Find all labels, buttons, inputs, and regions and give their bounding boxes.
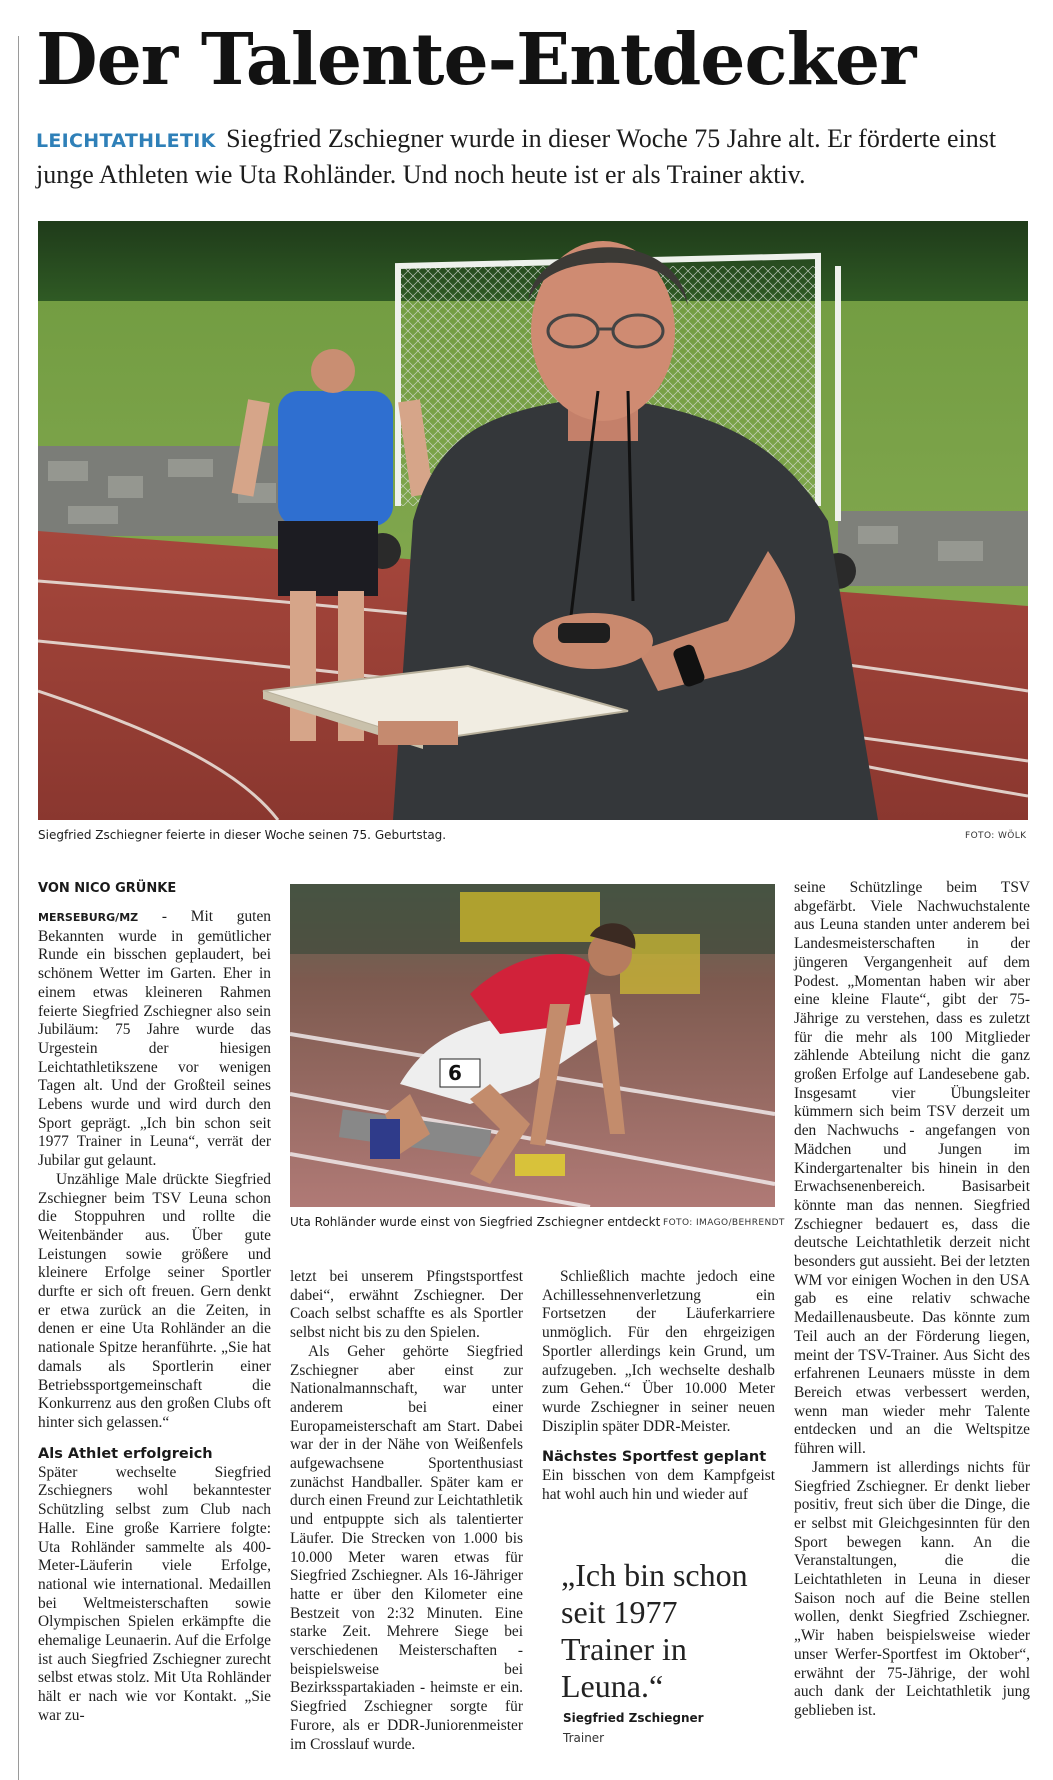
subhead-athlete: Als Athlet erfolgreich	[38, 1445, 213, 1462]
main-photo	[38, 221, 1028, 820]
column-3	[542, 1268, 775, 1505]
subhead-sportfest: Nächstes Sportfest geplant	[542, 1449, 767, 1466]
main-photo-credit: FOTO: WÖLK	[965, 831, 1027, 841]
col2-paragraph-1: letzt bei unserem Pfingstsportfest dabei“, erwähnt Zschiegner. Der Coach selbst schaffte es als Sportler selbst nicht bis zu den Spielen.	[290, 1268, 523, 1342]
left-column-rule	[18, 36, 19, 1780]
col1-paragraph-3: Später wechselte Siegfried Zschiegners wohl bekanntester Schützling selbst zum Club nach Halle. Eine große Karriere folgte: Uta Rohländer sammelte als 400-Meter-Läuferin viele Erfolge, national wie international. Medaillen bei Weltmeisterschaften sowie Olympischen Spielen erkämpfte die ehemalige Leunaerin. Auf die Erfolge ist auch Siegfried Zschiegner zurecht selbst etwas stolz. Mit Uta Rohländer hält er nach wie vor Kontakt. „Sie war zu-	[38, 1463, 271, 1724]
second-photo-caption: Uta Rohländer wurde einst von Siegfried Zschiegner entdeckt	[290, 1215, 661, 1229]
column-1	[38, 908, 271, 1726]
second-photo	[290, 884, 775, 1207]
lead-text: Siegfried Zschiegner wurde in dieser Woche 75 Jahre alt. Er förderte einst junge Athleten wie Uta Rohländer. Und noch heute ist er als Trainer aktiv.	[36, 124, 997, 189]
section-kicker: LEICHTATHLETIK	[36, 130, 216, 152]
pull-quote: „Ich bin schon seit 1977 Trainer in Leuna.“	[561, 1557, 748, 1704]
pull-quote-role: Trainer	[563, 1731, 605, 1745]
col1-paragraph-2: Unzählige Male drückte Siegfried Zschiegner beim TSV Leuna schon die Stoppuhren und rollte die Weitenbänder aus. Über gute Leistungen sowie größere und kleinere Erfolge seiner Sportler durfte er sich oft freuen. Gern denkt er etwa zurück an die Zeiten, in denen er eine Uta Rohländer an die nationale Spitze heranführte. „Sie hat damals als Sportlerin einer Betriebssportgemeinschaft die Konkurrenz aus den großen Clubs oft hinter sich gelassen.“	[38, 1170, 271, 1431]
headline: Der Talente-Entdecker	[36, 17, 916, 101]
col2-paragraph-2: Als Geher gehörte Siegfried Zschiegner aber einst zur Nationalmannschaft, war unter anderem bei einer Europameisterschaft am Start. Dabei war der in der Nähe von Weißenfels aufgewachsene Sportenthusiast zunächst Handballer. Später kam er durch einen Freund zur Leichtathletik und entpuppte sich als talentierter Läufer. Die Strecken von 1.000 bis 10.000 Meter waren etwas für Siegfried Zschiegner. Als 16-Jähriger hatte er über den Kilometer eine Bestzeit von 2:32 Minuten. Eine starke Zeit. Mehrere Siege bei verschiedenen Meisterschaften - beispielsweise bei Bezirksspartakiaden - heimste er ein. Siegfried Zschiegner sorgte für Furore, als er DDR-Juniorenmeister im Crosslauf wurde.	[290, 1342, 523, 1753]
col4-paragraph-1: seine Schützlinge beim TSV abgefärbt. Viele Nachwuchstalente aus Leuna standen unter anderem bei Landesmeisterschaften in der jüngeren Vergangenheit auf dem Podest. „Momentan haben wir aber eine kleine Flaute“, gibt der 75-Jährige zu verstehen, dass es zuletzt für die mehr als 100 Mitglieder zählende Abteilung nicht die ganz großen Erfolge auf Landesebene gab. Insgesamt vier Übungsleiter kümmern sich beim TSV derzeit um den Nachwuchs - angefangen von Mädchen und Jungen im Kindergartenalter bis hinein in den Erwachsenenbereich. Basisarbeit könnte man das nennen. Siegfried Zschiegner bedauert es, dass die deutsche Leichtathletik derzeit nicht besonders gut aussieht. Bei der letzten WM vor einigen Wochen in den USA gab es eine relativ schwache Medaillenausbeute. Das könnte zum Teil auch an der Förderung liegen, meint der TSV-Trainer. Aus Sicht des erfahrenen Leunaers müsste in dem Bereich etwas verbessert werden, wenn man wieder mehr Talente entdecken und an die Weltspitze führen will.	[794, 879, 1030, 1458]
byline: VON NICO GRÜNKE	[38, 881, 177, 896]
col3-paragraph-2: Ein bisschen von dem Kampfgeist hat wohl auch hin und wieder auf	[542, 1467, 775, 1504]
col1-paragraph-1: - Mit guten Bekannten wurde in gemütlicher Runde ein bisschen geplaudert, bei schönem Wetter im Garten. Eher in einem etwas kleineren Rahmen feierte Siegfried Zschiegner also sein Jubiläum: 75 Jahre wurde das Urgestein der hiesigen Leichtathletikszene vor wenigen Tagen alt. Und der Großteil seines Lebens wurde und wird durch den Sport geprägt. „Ich bin schon seit 1977 Trainer in Leuna“, verrät der Jubilar gut gelaunt.	[38, 908, 271, 1170]
dateline: MERSEBURG/MZ	[38, 911, 139, 924]
pull-quote-name: Siegfried Zschiegner	[563, 1711, 704, 1725]
column-4	[794, 879, 1030, 1721]
column-2	[290, 1268, 523, 1754]
col4-paragraph-2: Jammern ist allerdings nichts für Siegfried Zschiegner. Er denkt lieber positiv, freut sich über die Dinge, die er selbst mit Gleichgesinnten für den Sport bewegen kann. An die Veranstaltungen, die die Leichtathleten in Leuna in dieser Saison noch auf die Beine stellen wollen, denkt Siegfried Zschiegner. „Wir haben beispielsweise wieder unser Werfer-Sportfest im Oktober“, erwähnt der 75-Jährige, der wohl auch dank der Leichtathletik jung geblieben ist.	[794, 1458, 1030, 1719]
bib-number: 6	[448, 1061, 462, 1085]
lead-paragraph	[36, 122, 1036, 191]
second-photo-credit: FOTO: IMAGO/BEHRENDT	[663, 1218, 785, 1228]
col3-paragraph-1: Schließlich machte jedoch eine Achillessehnenverletzung ein Fortsetzen der Läuferkarriere unmöglich. Für den ehrgeizigen Sportler allerdings kein Grund, um aufzugeben. „Ich wechselte deshalb zum Gehen.“ Über 10.000 Meter wurde Zschiegner in seiner neuen Disziplin später DDR-Meister.	[542, 1268, 775, 1435]
main-photo-caption: Siegfried Zschiegner feierte in dieser Woche seinen 75. Geburtstag.	[38, 828, 447, 842]
